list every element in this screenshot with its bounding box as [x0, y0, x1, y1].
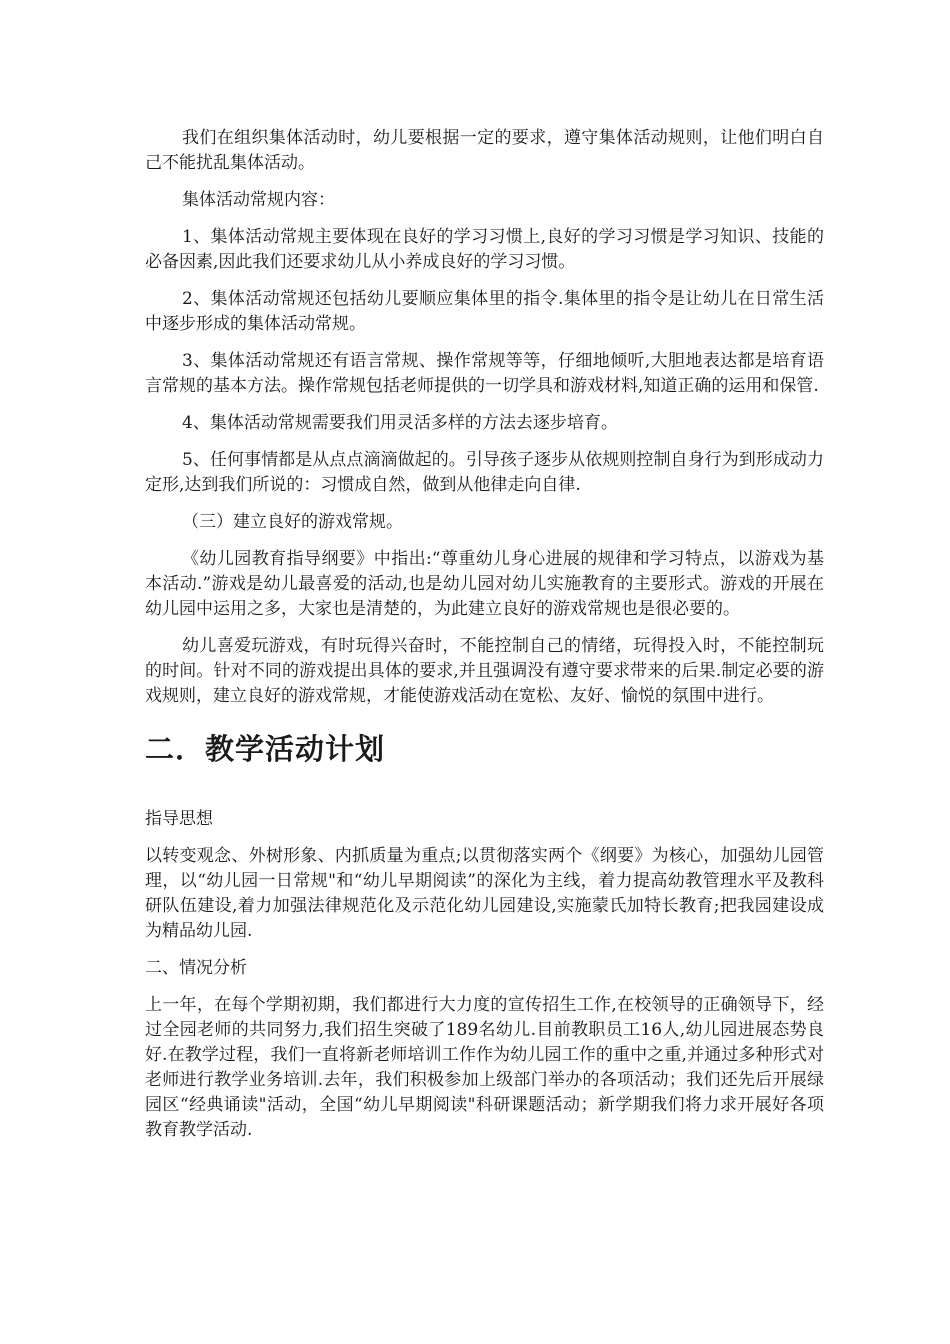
situation-analysis-text: 上一年，在每个学期初期，我们都进行大力度的宣传招生工作,在校领导的正确领导下，经过全园老师的共同努力,我们招生突破了189名幼儿.目前教职员工16人,幼儿园进展态势良好.在教学过程，我们一直将新老师培训工作作为幼儿园工作的重中之重,并通过多种形式对老师进行教学业务培训.去年，我们积极参加上级部门举办的各项活动；我们还先后开展绿园区“经典诵读"活动，全国“幼儿早期阅读"科研课题活动；新学期我们将力求开展好各项教育教学活动. — [145, 995, 824, 1140]
paragraph-game-rules-title: （三）建立良好的游戏常规。 — [182, 512, 403, 532]
guide-thought-label: 指导思想 — [145, 809, 213, 829]
paragraph-rules-content-title: 集体活动常规内容： — [182, 190, 335, 210]
paragraph-game-rules: 幼儿喜爱玩游戏，有时玩得兴奋时，不能控制自己的情绪，玩得投入时，不能控制玩的时间。针对不同的游戏提出具体的要求,并且强调没有遵守要求带来的后果.制定必要的游戏规则，建立良好的游戏常规，才能使游戏活动在宽松、友好、愉悦的氛围中进行。 — [145, 636, 824, 706]
paragraph-rule-5: 5、任何事情都是从点点滴滴做起的。引导孩子逐步从依规则控制自身行为到形成动力定形,达到我们所说的：习惯成自然，做到从他律走向自律. — [145, 450, 824, 495]
section-heading-teaching-plan: 二．教学活动计划 — [145, 732, 386, 766]
paragraph-rule-1: 1、集体活动常规主要体现在良好的学习习惯上,良好的学习习惯是学习知识、技能的必备因素,因此我们还要求幼儿从小养成良好的学习习惯。 — [145, 227, 824, 272]
paragraph-guideline-quote: 《幼儿园教育指导纲要》中指出:“尊重幼儿身心进展的规律和学习特点，以游戏为基本活动.”游戏是幼儿最喜爱的活动,也是幼儿园对幼儿实施教育的主要形式。游戏的开展在幼儿园中运用之多，大家也是清楚的，为此建立良好的游戏常规也是很必要的。 — [145, 549, 824, 619]
guide-thought-text: 以转变观念、外树形象、内抓质量为重点;以贯彻落实两个《纲要》为核心，加强幼儿园管理，以“幼儿园一日常规"和“幼儿早期阅读”的深化为主线，着力提高幼教管理水平及教科研队伍建设,着力加强法律规范化及示范化幼儿园建设,实施蒙氏加特长教育;把我园建设成为精品幼儿园. — [145, 846, 824, 941]
paragraph-rule-3: 3、集体活动常规还有语言常规、操作常规等等，仔细地倾听,大胆地表达都是培育语言常规的基本方法。操作常规包括老师提供的一切学具和游戏材料,知道正确的运用和保管. — [145, 351, 824, 396]
situation-analysis-label: 二、情况分析 — [145, 958, 247, 978]
paragraph-rule-2: 2、集体活动常规还包括幼儿要顺应集体里的指令.集体里的指令是让幼儿在日常生活中逐步形成的集体活动常规。 — [145, 289, 824, 334]
paragraph-collective-rules: 我们在组织集体活动时，幼儿要根据一定的要求，遵守集体活动规则，让他们明白自己不能扰乱集体活动。 — [145, 128, 824, 173]
paragraph-rule-4: 4、集体活动常规需要我们用灵活多样的方法去逐步培育。 — [182, 413, 618, 433]
